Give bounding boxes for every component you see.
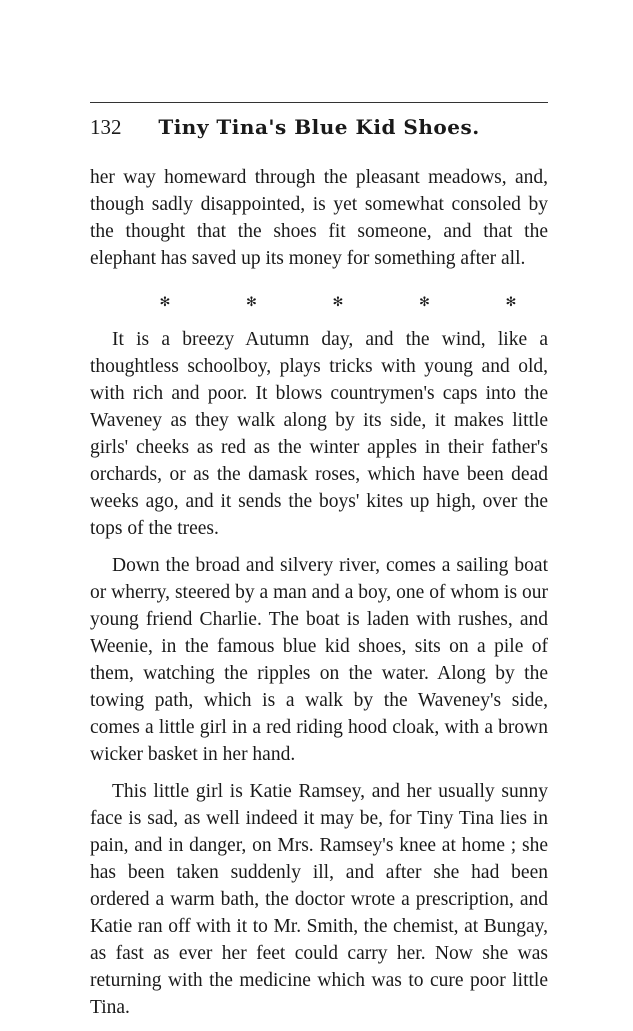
page-number: 132 [90, 115, 122, 139]
paragraph-1: her way homeward through the pleasant meadows, and, though sadly disappointed, is yet somewhat consoled by the thought that the shoes fit someone, and that the elephant has saved up its money for something after all. [90, 167, 548, 269]
body-text [90, 164, 548, 1031]
paragraph-4: This little girl is Katie Ramsey, and her usually sunny face is sad, as well indeed it may be, for Tiny Tina lies in pain, and in danger, on Mrs. Ramsey's knee at home ; she has been taken suddenly ill, and after she had been ordered a warm bath, the doctor wrote a prescription, and Katie ran off with it to Mr. Smith, the chemist, at Bungay, as fast as ever her feet could carry her. Now she was returning with the medicine which was to cure poor little Tina. [90, 781, 548, 1018]
running-title: Tiny Tina's Blue Kid Shoes. [158, 115, 480, 139]
paragraph-3: Down the broad and silvery river, comes a sailing boat or wherry, steered by a man and a boy, one of whom is our young friend Charlie. The boat is laden with rushes, and Weenie, in the famous blue kid shoes, sits on a pile of them, watching the ripples on the water. Along by the towing path, which is a walk by the Waveney's side, comes a little girl in a red riding hood cloak, with a brown wicker basket in her hand. [90, 555, 548, 765]
asterism-icon: ✻ [505, 294, 517, 309]
asterism-icon: ✻ [159, 294, 171, 309]
asterism-icon: ✻ [246, 294, 257, 309]
asterism-icon: ✻ [419, 294, 430, 309]
section-break [90, 282, 548, 326]
page-header [90, 112, 548, 142]
asterism-icon: ✻ [332, 294, 344, 309]
header-rule [90, 102, 548, 103]
paragraph-2: It is a breezy Autumn day, and the wind, like a thoughtless schoolboy, plays tricks with young and old, with rich and poor. It blows countrymen's caps into the Waveney as they walk along by its side, it makes little girls' cheeks as red as the winter apples in their father's orchards, or as the damask roses, which have been dead weeks ago, and it sends the boys' kites up high, over the tops of the trees. [90, 329, 548, 539]
